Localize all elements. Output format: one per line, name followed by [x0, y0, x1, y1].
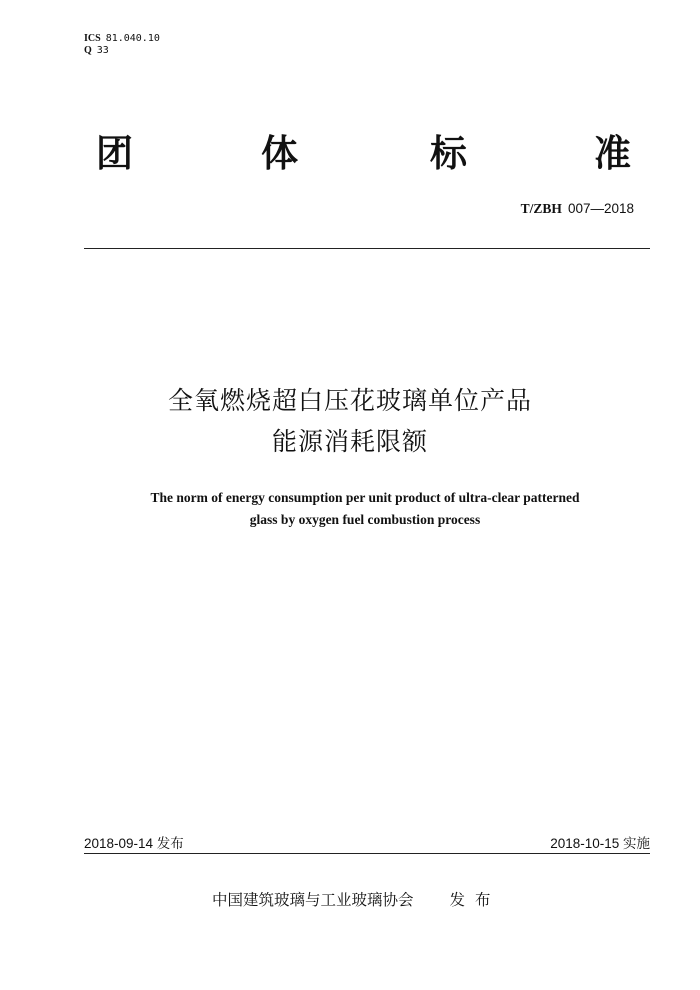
standard-type-char: 团 [96, 132, 133, 175]
issue-action: 发布 [449, 891, 501, 909]
issuing-organization: 中国建筑玻璃与工业玻璃协会 [212, 891, 414, 909]
standard-type-heading [84, 132, 650, 182]
chinese-title-line: 全氧燃烧超白压花玻璃单位产品 [167, 386, 532, 415]
publish-date: 2018-09-14 发布 [84, 836, 184, 851]
category-value: 33 [96, 45, 109, 56]
standard-type-char: 体 [261, 132, 298, 175]
standard-number-prefix: T/ZBH [520, 201, 562, 216]
standard-type-char: 标 [430, 132, 467, 175]
ics-value: 81.040.10 [105, 33, 160, 44]
english-title [95, 487, 635, 531]
ics-code [84, 33, 160, 45]
issuer-line [212, 888, 501, 910]
header-divider [84, 248, 650, 249]
chinese-title [0, 380, 700, 462]
english-title-line: glass by oxygen fuel combustion process [249, 512, 481, 527]
standard-type-char: 准 [594, 132, 631, 175]
category-label: Q [84, 45, 92, 56]
chinese-title-line: 能源消耗限额 [271, 427, 428, 456]
category-code [84, 45, 160, 57]
implementation-date: 2018-10-15 实施 [550, 836, 650, 851]
standard-number-sequence: 007—2018 [567, 201, 634, 216]
classification-codes [84, 33, 160, 57]
english-title-line: The norm of energy consumption per unit product of ultra-clear patterned [150, 490, 580, 505]
footer-divider [84, 853, 650, 854]
standard-number [521, 201, 634, 217]
ics-label: ICS [84, 33, 101, 44]
